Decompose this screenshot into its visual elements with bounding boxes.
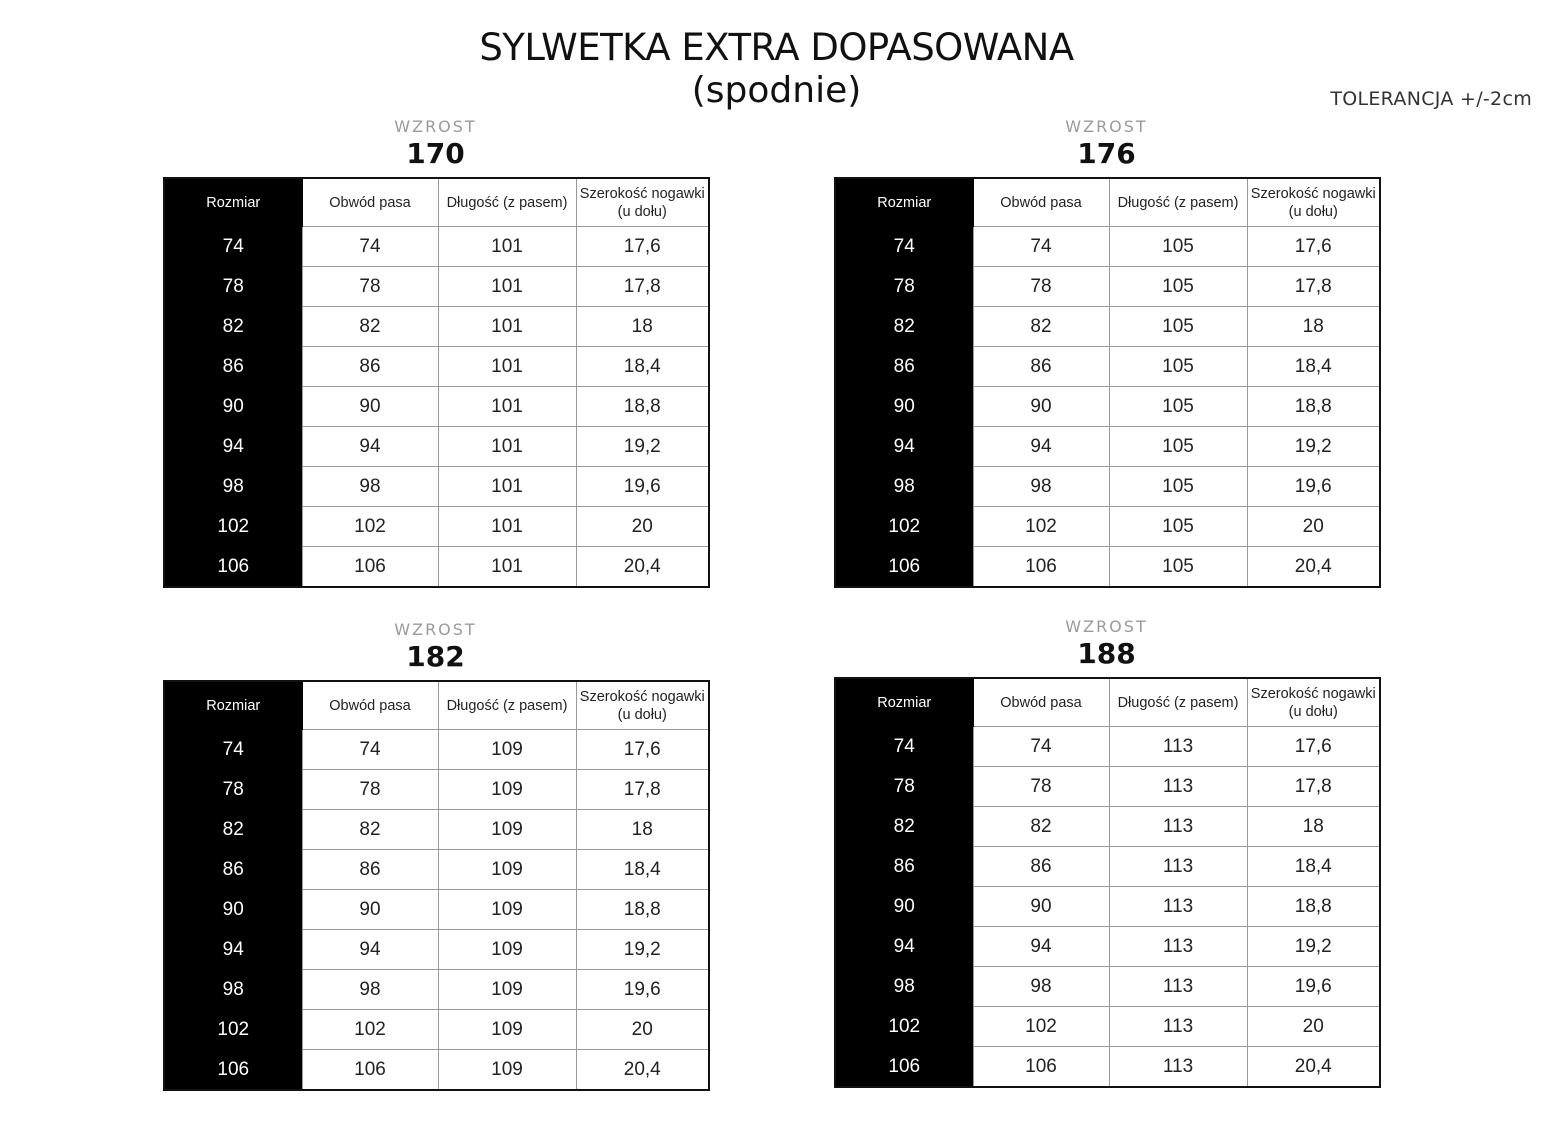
cell-length: 105 bbox=[1109, 467, 1247, 507]
cell-size: 74 bbox=[164, 730, 302, 770]
cell-size: 74 bbox=[835, 227, 973, 267]
table-row bbox=[164, 1050, 709, 1091]
column-header-length: Długość (z pasem) bbox=[1109, 678, 1247, 727]
cell-waist: 98 bbox=[973, 467, 1109, 507]
cell-waist: 74 bbox=[302, 730, 438, 770]
cell-leg-width: 20 bbox=[1247, 507, 1380, 547]
column-header-length: Długość (z pasem) bbox=[438, 178, 576, 227]
cell-leg-width: 20 bbox=[576, 1010, 709, 1050]
cell-size: 78 bbox=[164, 267, 302, 307]
cell-size: 102 bbox=[164, 507, 302, 547]
cell-leg-width: 17,8 bbox=[576, 267, 709, 307]
cell-waist: 102 bbox=[302, 507, 438, 547]
height-value: 176 bbox=[1077, 137, 1136, 170]
cell-waist: 86 bbox=[973, 847, 1109, 887]
cell-leg-width: 17,6 bbox=[1247, 727, 1380, 767]
cell-waist: 106 bbox=[302, 1050, 438, 1091]
cell-size: 82 bbox=[835, 307, 973, 347]
page-title: SYLWETKA EXTRA DOPASOWANA bbox=[479, 26, 1074, 69]
column-header-waist: Obwód pasa bbox=[973, 678, 1109, 727]
cell-length: 109 bbox=[438, 930, 576, 970]
table-row bbox=[164, 547, 709, 588]
cell-size: 78 bbox=[835, 767, 973, 807]
cell-waist: 98 bbox=[302, 970, 438, 1010]
cell-waist: 74 bbox=[302, 227, 438, 267]
cell-waist: 102 bbox=[973, 1007, 1109, 1047]
cell-size: 90 bbox=[835, 387, 973, 427]
cell-leg-width: 18,8 bbox=[1247, 887, 1380, 927]
cell-length: 109 bbox=[438, 730, 576, 770]
cell-leg-width: 19,2 bbox=[1247, 427, 1380, 467]
table-row bbox=[164, 970, 709, 1010]
table-header-row bbox=[835, 678, 1380, 727]
table-body bbox=[835, 227, 1380, 588]
cell-leg-width: 17,6 bbox=[576, 227, 709, 267]
table-row bbox=[835, 767, 1380, 807]
cell-waist: 90 bbox=[973, 887, 1109, 927]
table-header-row bbox=[164, 681, 709, 730]
cell-length: 113 bbox=[1109, 967, 1247, 1007]
cell-length: 113 bbox=[1109, 847, 1247, 887]
cell-waist: 90 bbox=[302, 890, 438, 930]
cell-size: 106 bbox=[835, 1047, 973, 1088]
cell-waist: 74 bbox=[973, 727, 1109, 767]
height-label: WZROST bbox=[1065, 117, 1148, 136]
cell-length: 109 bbox=[438, 970, 576, 1010]
cell-length: 105 bbox=[1109, 427, 1247, 467]
cell-waist: 106 bbox=[973, 547, 1109, 588]
cell-length: 101 bbox=[438, 307, 576, 347]
cell-leg-width: 18 bbox=[1247, 307, 1380, 347]
cell-size: 86 bbox=[835, 347, 973, 387]
table-row bbox=[835, 887, 1380, 927]
cell-leg-width: 18,4 bbox=[1247, 347, 1380, 387]
table-row bbox=[835, 227, 1380, 267]
cell-length: 113 bbox=[1109, 887, 1247, 927]
cell-waist: 106 bbox=[973, 1047, 1109, 1088]
cell-leg-width: 17,8 bbox=[1247, 767, 1380, 807]
table-row bbox=[164, 930, 709, 970]
table-row bbox=[164, 307, 709, 347]
cell-size: 90 bbox=[164, 387, 302, 427]
cell-length: 101 bbox=[438, 547, 576, 588]
cell-size: 102 bbox=[835, 1007, 973, 1047]
cell-size: 98 bbox=[835, 467, 973, 507]
cell-leg-width: 18,4 bbox=[576, 850, 709, 890]
tolerance-note: TOLERANCJA +/-2cm bbox=[1330, 88, 1532, 110]
table-body bbox=[164, 227, 709, 588]
cell-size: 90 bbox=[164, 890, 302, 930]
table-row bbox=[164, 507, 709, 547]
size-table bbox=[834, 177, 1381, 588]
cell-waist: 106 bbox=[302, 547, 438, 588]
table-row bbox=[835, 967, 1380, 1007]
table-row bbox=[835, 267, 1380, 307]
table-row bbox=[835, 507, 1380, 547]
cell-size: 98 bbox=[835, 967, 973, 1007]
cell-leg-width: 20 bbox=[576, 507, 709, 547]
cell-size: 86 bbox=[164, 850, 302, 890]
table-row bbox=[835, 307, 1380, 347]
cell-size: 90 bbox=[835, 887, 973, 927]
cell-length: 113 bbox=[1109, 767, 1247, 807]
cell-length: 101 bbox=[438, 347, 576, 387]
cell-length: 101 bbox=[438, 387, 576, 427]
height-value: 188 bbox=[1077, 637, 1136, 670]
cell-waist: 102 bbox=[302, 1010, 438, 1050]
table-row bbox=[835, 847, 1380, 887]
table-row bbox=[164, 227, 709, 267]
cell-length: 101 bbox=[438, 267, 576, 307]
table-body bbox=[835, 727, 1380, 1088]
cell-leg-width: 18 bbox=[1247, 807, 1380, 847]
cell-waist: 78 bbox=[302, 770, 438, 810]
cell-size: 78 bbox=[835, 267, 973, 307]
table-row bbox=[835, 547, 1380, 588]
cell-size: 86 bbox=[835, 847, 973, 887]
cell-leg-width: 19,6 bbox=[1247, 467, 1380, 507]
table-row bbox=[164, 467, 709, 507]
cell-waist: 86 bbox=[302, 347, 438, 387]
cell-leg-width: 18,8 bbox=[1247, 387, 1380, 427]
cell-leg-width: 17,8 bbox=[576, 770, 709, 810]
cell-length: 101 bbox=[438, 227, 576, 267]
cell-length: 113 bbox=[1109, 1007, 1247, 1047]
cell-size: 102 bbox=[835, 507, 973, 547]
cell-length: 105 bbox=[1109, 307, 1247, 347]
height-label: WZROST bbox=[394, 620, 477, 639]
cell-waist: 78 bbox=[302, 267, 438, 307]
cell-length: 101 bbox=[438, 467, 576, 507]
cell-length: 109 bbox=[438, 770, 576, 810]
cell-size: 98 bbox=[164, 970, 302, 1010]
cell-size: 106 bbox=[164, 1050, 302, 1091]
column-header-size: Rozmiar bbox=[835, 678, 973, 727]
cell-waist: 86 bbox=[302, 850, 438, 890]
cell-size: 74 bbox=[164, 227, 302, 267]
table-row bbox=[164, 347, 709, 387]
cell-size: 78 bbox=[164, 770, 302, 810]
cell-size: 86 bbox=[164, 347, 302, 387]
column-header-length: Długość (z pasem) bbox=[438, 681, 576, 730]
cell-size: 82 bbox=[164, 810, 302, 850]
cell-size: 94 bbox=[835, 927, 973, 967]
table-header-row bbox=[835, 178, 1380, 227]
cell-leg-width: 18 bbox=[576, 810, 709, 850]
cell-length: 105 bbox=[1109, 227, 1247, 267]
cell-leg-width: 17,6 bbox=[1247, 227, 1380, 267]
cell-length: 105 bbox=[1109, 547, 1247, 588]
cell-waist: 94 bbox=[302, 427, 438, 467]
table-row bbox=[835, 427, 1380, 467]
cell-waist: 82 bbox=[973, 307, 1109, 347]
table-row bbox=[835, 1047, 1380, 1088]
cell-waist: 86 bbox=[973, 347, 1109, 387]
cell-length: 109 bbox=[438, 850, 576, 890]
cell-leg-width: 19,6 bbox=[1247, 967, 1380, 1007]
table-row bbox=[835, 347, 1380, 387]
cell-waist: 94 bbox=[973, 927, 1109, 967]
cell-size: 94 bbox=[835, 427, 973, 467]
column-header-leg-width: Szerokość nogawki (u dołu) bbox=[1247, 178, 1380, 227]
cell-leg-width: 19,6 bbox=[576, 467, 709, 507]
cell-length: 101 bbox=[438, 427, 576, 467]
cell-waist: 78 bbox=[973, 267, 1109, 307]
table-row bbox=[164, 267, 709, 307]
cell-length: 101 bbox=[438, 507, 576, 547]
cell-length: 109 bbox=[438, 890, 576, 930]
cell-leg-width: 18 bbox=[576, 307, 709, 347]
table-body bbox=[164, 730, 709, 1091]
table-row bbox=[835, 927, 1380, 967]
column-header-waist: Obwód pasa bbox=[302, 681, 438, 730]
table-row bbox=[164, 730, 709, 770]
height-value: 170 bbox=[406, 137, 465, 170]
table-row bbox=[835, 387, 1380, 427]
table-row bbox=[164, 770, 709, 810]
cell-leg-width: 19,2 bbox=[1247, 927, 1380, 967]
column-header-leg-width: Szerokość nogawki (u dołu) bbox=[1247, 678, 1380, 727]
cell-waist: 90 bbox=[302, 387, 438, 427]
table-row bbox=[164, 810, 709, 850]
table-row bbox=[164, 427, 709, 467]
size-table bbox=[163, 680, 710, 1091]
table-row bbox=[164, 890, 709, 930]
cell-waist: 90 bbox=[973, 387, 1109, 427]
cell-length: 113 bbox=[1109, 807, 1247, 847]
cell-waist: 78 bbox=[973, 767, 1109, 807]
cell-length: 113 bbox=[1109, 927, 1247, 967]
table-row bbox=[835, 727, 1380, 767]
cell-length: 105 bbox=[1109, 347, 1247, 387]
column-header-leg-width: Szerokość nogawki (u dołu) bbox=[576, 178, 709, 227]
size-table bbox=[834, 677, 1381, 1088]
cell-leg-width: 20,4 bbox=[576, 1050, 709, 1091]
cell-leg-width: 18,8 bbox=[576, 387, 709, 427]
cell-length: 105 bbox=[1109, 507, 1247, 547]
cell-size: 106 bbox=[164, 547, 302, 588]
column-header-size: Rozmiar bbox=[164, 178, 302, 227]
cell-waist: 102 bbox=[973, 507, 1109, 547]
cell-size: 98 bbox=[164, 467, 302, 507]
cell-length: 105 bbox=[1109, 267, 1247, 307]
cell-waist: 98 bbox=[302, 467, 438, 507]
column-header-length: Długość (z pasem) bbox=[1109, 178, 1247, 227]
cell-leg-width: 19,2 bbox=[576, 427, 709, 467]
cell-waist: 82 bbox=[973, 807, 1109, 847]
height-value: 182 bbox=[406, 640, 465, 673]
cell-waist: 82 bbox=[302, 307, 438, 347]
cell-length: 109 bbox=[438, 1010, 576, 1050]
cell-leg-width: 17,6 bbox=[576, 730, 709, 770]
cell-length: 109 bbox=[438, 1050, 576, 1091]
cell-length: 113 bbox=[1109, 727, 1247, 767]
cell-leg-width: 20,4 bbox=[1247, 1047, 1380, 1088]
cell-leg-width: 18,4 bbox=[1247, 847, 1380, 887]
cell-size: 94 bbox=[164, 930, 302, 970]
cell-leg-width: 18,8 bbox=[576, 890, 709, 930]
cell-size: 74 bbox=[835, 727, 973, 767]
cell-size: 94 bbox=[164, 427, 302, 467]
cell-size: 106 bbox=[835, 547, 973, 588]
cell-waist: 94 bbox=[973, 427, 1109, 467]
column-header-size: Rozmiar bbox=[835, 178, 973, 227]
cell-size: 82 bbox=[164, 307, 302, 347]
table-row bbox=[164, 850, 709, 890]
cell-waist: 94 bbox=[302, 930, 438, 970]
table-row bbox=[164, 1010, 709, 1050]
column-header-waist: Obwód pasa bbox=[302, 178, 438, 227]
table-row bbox=[164, 387, 709, 427]
column-header-leg-width: Szerokość nogawki (u dołu) bbox=[576, 681, 709, 730]
cell-length: 113 bbox=[1109, 1047, 1247, 1088]
height-label: WZROST bbox=[1065, 617, 1148, 636]
table-row bbox=[835, 807, 1380, 847]
column-header-size: Rozmiar bbox=[164, 681, 302, 730]
table-header-row bbox=[164, 178, 709, 227]
cell-waist: 98 bbox=[973, 967, 1109, 1007]
size-table bbox=[163, 177, 710, 588]
cell-leg-width: 20,4 bbox=[1247, 547, 1380, 588]
table-row bbox=[835, 1007, 1380, 1047]
cell-waist: 74 bbox=[973, 227, 1109, 267]
cell-leg-width: 20,4 bbox=[576, 547, 709, 588]
cell-leg-width: 17,8 bbox=[1247, 267, 1380, 307]
cell-waist: 82 bbox=[302, 810, 438, 850]
cell-leg-width: 19,2 bbox=[576, 930, 709, 970]
page-subtitle: (spodnie) bbox=[691, 70, 862, 111]
cell-leg-width: 20 bbox=[1247, 1007, 1380, 1047]
cell-length: 109 bbox=[438, 810, 576, 850]
height-label: WZROST bbox=[394, 117, 477, 136]
table-row bbox=[835, 467, 1380, 507]
cell-length: 105 bbox=[1109, 387, 1247, 427]
cell-size: 82 bbox=[835, 807, 973, 847]
cell-leg-width: 19,6 bbox=[576, 970, 709, 1010]
column-header-waist: Obwód pasa bbox=[973, 178, 1109, 227]
cell-leg-width: 18,4 bbox=[576, 347, 709, 387]
cell-size: 102 bbox=[164, 1010, 302, 1050]
